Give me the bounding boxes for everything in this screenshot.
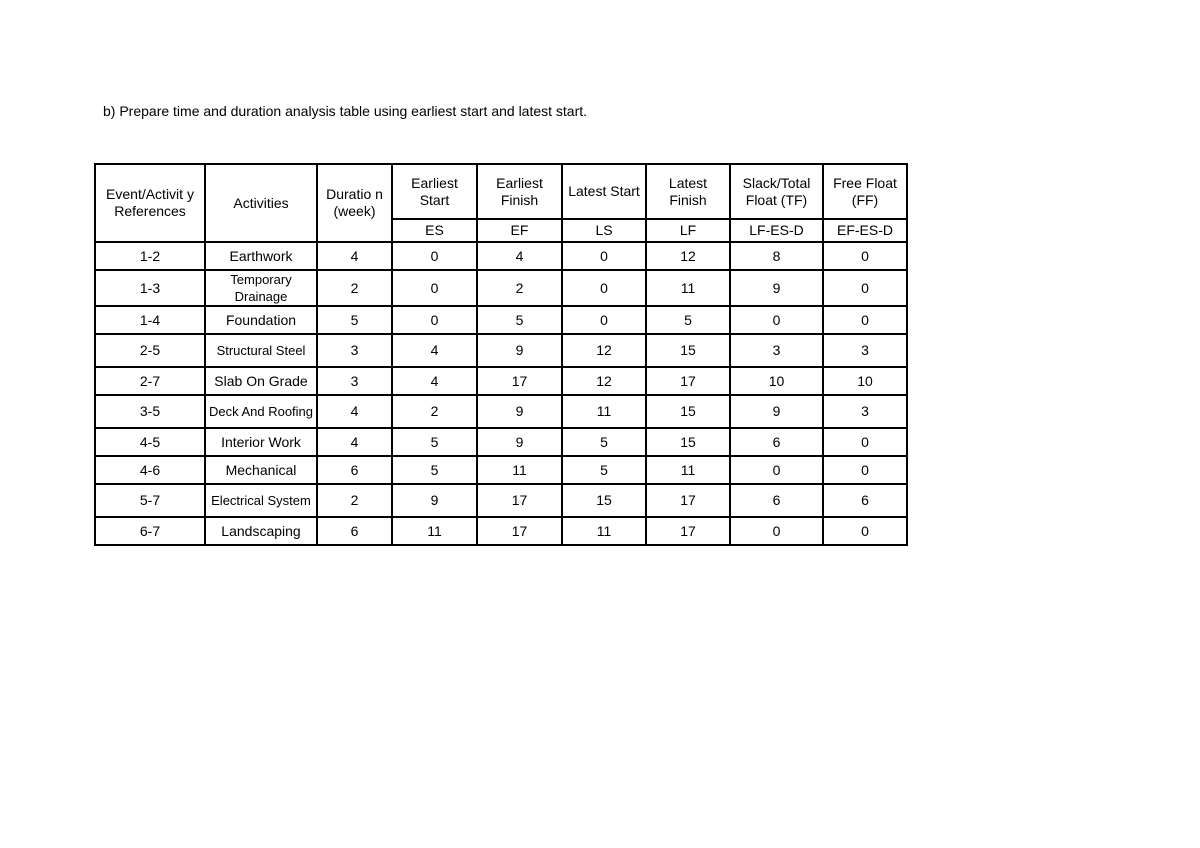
cell-ref: 3-5	[95, 395, 205, 428]
cell-ef: 9	[477, 395, 562, 428]
cell-ff: 0	[823, 242, 907, 270]
cell-ef: 4	[477, 242, 562, 270]
cell-ls: 15	[562, 484, 646, 517]
header-activities: Activities	[205, 164, 317, 242]
cell-ref: 2-7	[95, 367, 205, 395]
cell-ff: 0	[823, 270, 907, 306]
cell-ref: 1-2	[95, 242, 205, 270]
cell-ref: 4-5	[95, 428, 205, 456]
cell-activity: Electrical System	[205, 484, 317, 517]
cell-ref: 4-6	[95, 456, 205, 484]
header-ff: Free Float (FF)	[823, 164, 907, 219]
table-row	[95, 517, 907, 545]
cell-ls: 12	[562, 334, 646, 367]
cell-ef: 17	[477, 367, 562, 395]
time-duration-analysis-table	[94, 163, 908, 546]
cell-ef: 9	[477, 334, 562, 367]
cell-es: 5	[392, 428, 477, 456]
cell-duration: 3	[317, 334, 392, 367]
cell-activity: Earthwork	[205, 242, 317, 270]
cell-es: 0	[392, 306, 477, 334]
cell-tf: 10	[730, 367, 823, 395]
cell-ef: 2	[477, 270, 562, 306]
subheader-ls: LS	[562, 219, 646, 242]
cell-es: 4	[392, 334, 477, 367]
cell-ls: 12	[562, 367, 646, 395]
table-row	[95, 270, 907, 306]
cell-tf: 6	[730, 428, 823, 456]
cell-lf: 15	[646, 428, 730, 456]
header-lf: Latest Finish	[646, 164, 730, 219]
cell-tf: 3	[730, 334, 823, 367]
cell-lf: 17	[646, 517, 730, 545]
cell-ef: 17	[477, 517, 562, 545]
cell-ef: 9	[477, 428, 562, 456]
cell-duration: 6	[317, 456, 392, 484]
cell-es: 2	[392, 395, 477, 428]
table-row	[95, 367, 907, 395]
cell-duration: 4	[317, 428, 392, 456]
header-tf: Slack/Total Float (TF)	[730, 164, 823, 219]
subheader-ff: EF-ES-D	[823, 219, 907, 242]
cell-activity: Temporary Drainage	[205, 270, 317, 306]
cell-tf: 9	[730, 395, 823, 428]
cell-duration: 5	[317, 306, 392, 334]
cell-lf: 11	[646, 456, 730, 484]
header-es: Earliest Start	[392, 164, 477, 219]
cell-es: 0	[392, 270, 477, 306]
cell-es: 5	[392, 456, 477, 484]
cell-ff: 3	[823, 395, 907, 428]
table-row	[95, 242, 907, 270]
cell-tf: 0	[730, 306, 823, 334]
subheader-lf: LF	[646, 219, 730, 242]
cell-activity: Structural Steel	[205, 334, 317, 367]
cell-lf: 15	[646, 395, 730, 428]
table-row	[95, 484, 907, 517]
cell-ff: 0	[823, 456, 907, 484]
cell-ls: 0	[562, 306, 646, 334]
cell-ls: 0	[562, 242, 646, 270]
cell-lf: 11	[646, 270, 730, 306]
cell-duration: 2	[317, 270, 392, 306]
cell-duration: 4	[317, 395, 392, 428]
cell-ff: 0	[823, 428, 907, 456]
cell-ls: 11	[562, 517, 646, 545]
cell-lf: 15	[646, 334, 730, 367]
cell-ref: 6-7	[95, 517, 205, 545]
subheader-ef: EF	[477, 219, 562, 242]
header-ls: Latest Start	[562, 164, 646, 219]
cell-ref: 1-3	[95, 270, 205, 306]
header-duration: Duratio n (week)	[317, 164, 392, 242]
cell-ref: 5-7	[95, 484, 205, 517]
cell-tf: 9	[730, 270, 823, 306]
header-ref: Event/Activit y References	[95, 164, 205, 242]
table-row	[95, 428, 907, 456]
cell-es: 11	[392, 517, 477, 545]
cell-activity: Slab On Grade	[205, 367, 317, 395]
header-ef: Earliest Finish	[477, 164, 562, 219]
cell-ff: 6	[823, 484, 907, 517]
cell-activity: Foundation	[205, 306, 317, 334]
cell-ls: 5	[562, 456, 646, 484]
cell-ff: 0	[823, 306, 907, 334]
cell-tf: 0	[730, 517, 823, 545]
cell-activity: Deck And Roofing	[205, 395, 317, 428]
header-row	[95, 164, 907, 219]
table-row	[95, 306, 907, 334]
cell-duration: 6	[317, 517, 392, 545]
cell-ef: 5	[477, 306, 562, 334]
table-body	[95, 164, 907, 545]
cell-tf: 0	[730, 456, 823, 484]
cell-es: 9	[392, 484, 477, 517]
cell-ef: 11	[477, 456, 562, 484]
cell-duration: 3	[317, 367, 392, 395]
cell-activity: Landscaping	[205, 517, 317, 545]
cell-ff: 3	[823, 334, 907, 367]
cell-ref: 1-4	[95, 306, 205, 334]
instruction-text: b) Prepare time and duration analysis table using earliest start and latest start.	[103, 103, 588, 119]
cell-activity: Interior Work	[205, 428, 317, 456]
cell-lf: 5	[646, 306, 730, 334]
cell-es: 4	[392, 367, 477, 395]
cell-ff: 0	[823, 517, 907, 545]
cell-ls: 11	[562, 395, 646, 428]
cell-duration: 2	[317, 484, 392, 517]
table-row	[95, 395, 907, 428]
cell-lf: 12	[646, 242, 730, 270]
cell-es: 0	[392, 242, 477, 270]
cell-tf: 8	[730, 242, 823, 270]
subheader-es: ES	[392, 219, 477, 242]
cell-lf: 17	[646, 484, 730, 517]
cell-ff: 10	[823, 367, 907, 395]
table-row	[95, 456, 907, 484]
cell-tf: 6	[730, 484, 823, 517]
table-row	[95, 334, 907, 367]
cell-lf: 17	[646, 367, 730, 395]
cell-duration: 4	[317, 242, 392, 270]
cell-ls: 0	[562, 270, 646, 306]
cell-ref: 2-5	[95, 334, 205, 367]
cell-ef: 17	[477, 484, 562, 517]
cell-ls: 5	[562, 428, 646, 456]
cell-activity: Mechanical	[205, 456, 317, 484]
subheader-tf: LF-ES-D	[730, 219, 823, 242]
